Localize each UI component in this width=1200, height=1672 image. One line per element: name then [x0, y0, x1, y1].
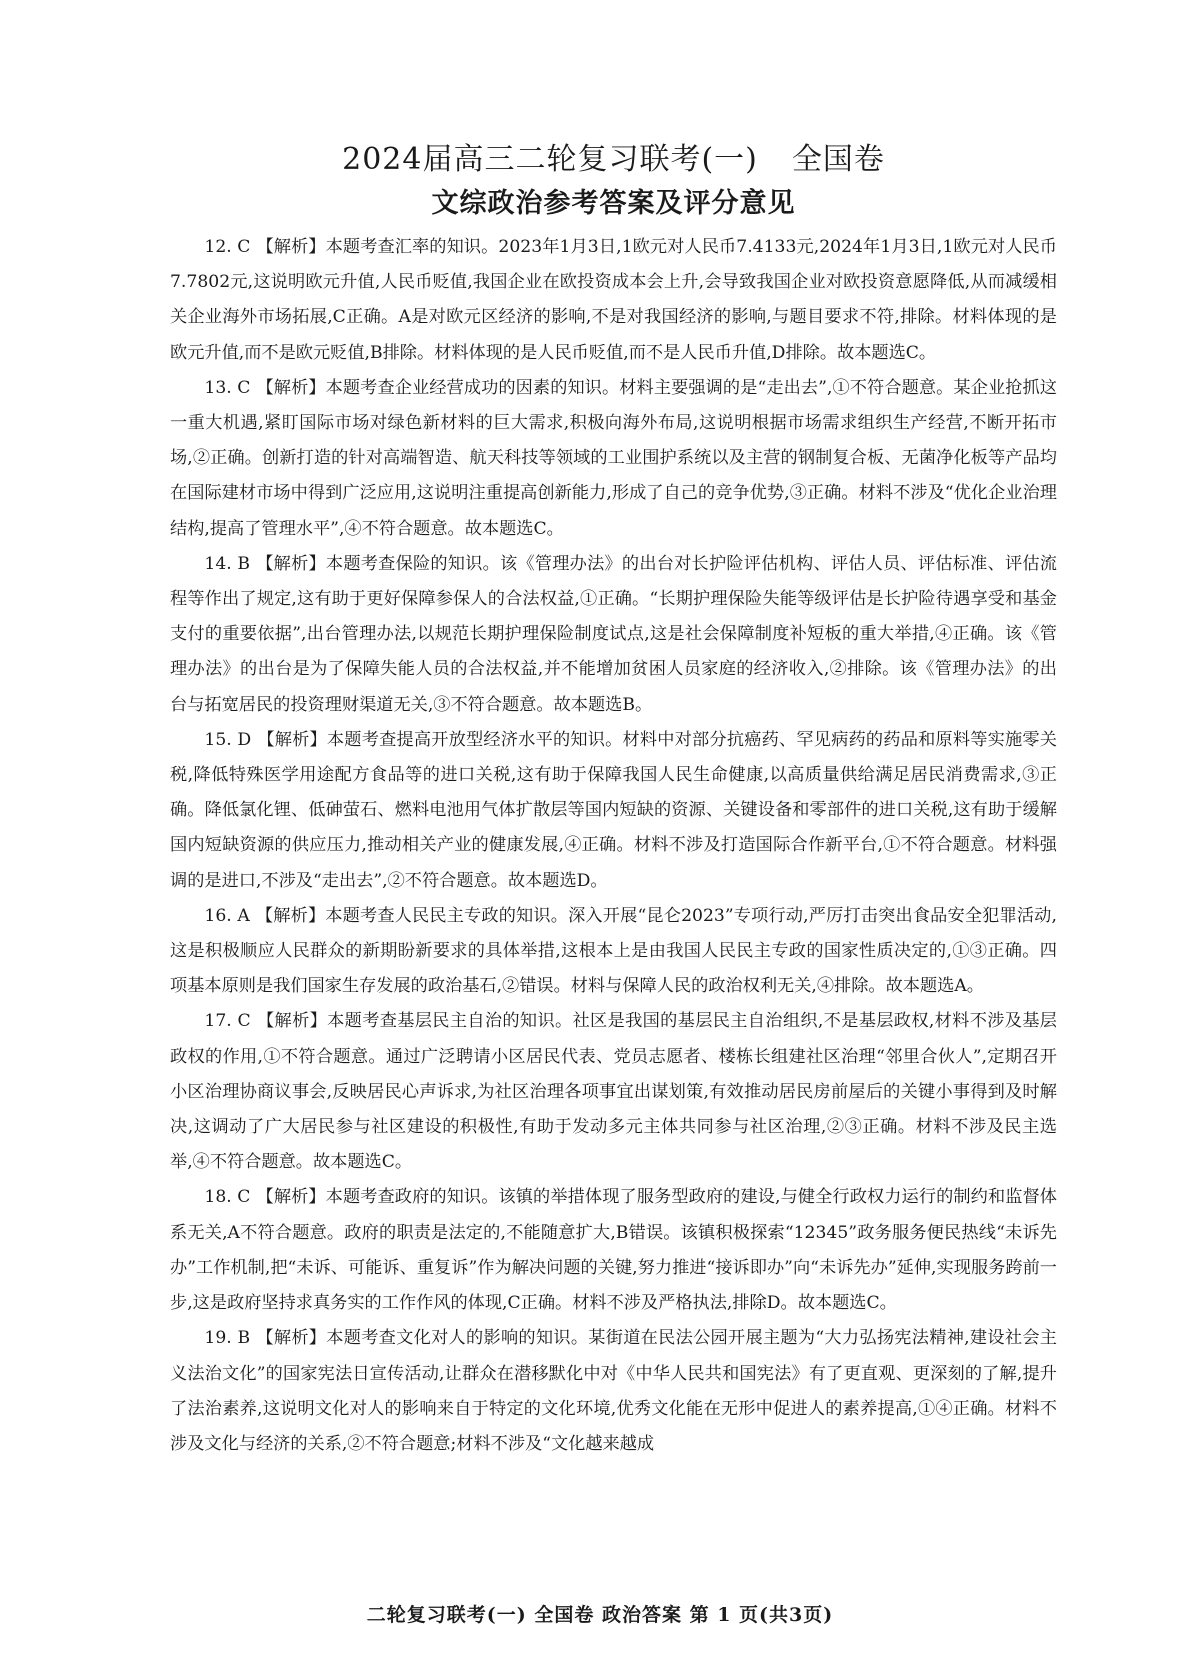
analysis-text: 本题考查保险的知识。该《管理办法》的出台对长护险评估机构、评估人员、评估标准、评估流程等作出了规定,这有助于更好保障参保人的合法权益,①正确。“长期护理保险失能等级评估是长护险待遇享受和基金支付的重要依据”,出台管理办法,以规范长期护理保险制度试点,这是社会保障制度补短板的重大举措,④正确。该《管理办法》的出台是为了保障失能人员的合法权益,并不能增加贫困人员家庭的经济收入,②排除。该《管理办法》的出台与拓宽居民的投资理财渠道无关,③不符合题意。故本题选B。	[170, 553, 1057, 715]
analysis-tag: 【解析】	[255, 905, 326, 926]
analysis-text: 本题考查汇率的知识。2023年1月3日,1欧元对人民币7.4133元,2024年1月3日,1欧元对人民币7.7802元,这说明欧元升值,人民币贬值,我国企业在欧投资成本会上升,会导致我国企业对欧投资意愿降低,从而减缓相关企业海外市场拓展,C正确。A是对欧元区经济的影响,不是对我国经济的影响,与题目要求不符,排除。材料体现的是欧元升值,而不是欧元贬值,B排除。材料体现的是人民币贬值,而不是人民币升值,D排除。故本题选C。	[170, 237, 1057, 363]
answer-item-15	[170, 723, 1057, 899]
analysis-tag: 【解析】	[256, 553, 326, 574]
analysis-tag: 【解析】	[256, 1187, 326, 1208]
analysis-text: 本题考查文化对人的影响的知识。某街道在民法公园开展主题为“大力弘扬宪法精神,建设社会主义法治文化”的国家宪法日宣传活动,让群众在潜移默化中对《中华人民共和国宪法》有了更直观、更深刻的了解,提升了法治素养,这说明文化对人的影响来自于特定的文化环境,优秀文化能在无形中促进人的素养提高,①④正确。材料不涉及文化与经济的关系,②不符合题意;材料不涉及“文化越来越成	[170, 1328, 1057, 1454]
answer-item-17	[170, 1004, 1057, 1180]
answer-number: 17. C	[204, 1011, 251, 1032]
title-region: 全国卷	[791, 142, 885, 177]
analysis-tag: 【解析】	[256, 1011, 328, 1032]
analysis-text: 本题考查人民民主专政的知识。深入开展“昆仑2023”专项行动,严厉打击突出食品安全犯罪活动,这是积极顺应人民群众的新期盼新要求的具体举措,这根本上是由我国人民民主专政的国家性质决定的,①③正确。四项基本原则是我们国家生存发展的政治基石,②错误。材料与保障人民的政治权利无关,④排除。故本题选A。	[170, 905, 1057, 997]
answer-number: 13. C	[204, 377, 251, 398]
analysis-tag: 【解析】	[256, 237, 326, 257]
analysis-text: 本题考查提高开放型经济水平的知识。材料中对部分抗癌药、罕见病药的药品和原料等实施零关税,降低特殊医学用途配方食品等的进口关税,这有助于保障我国人民生命健康,以高质量供给满足居民消费需求,③正确。降低氯化锂、低砷萤石、燃料电池用气体扩散层等国内短缺的资源、关键设备和零部件的进口关税,这有助于缓解国内短缺资源的供应压力,推动相关产业的健康发展,④正确。材料不涉及打造国际合作新平台,①不符合题意。材料强调的是进口,不涉及“走出去”,②不符合题意。故本题选D。	[170, 729, 1057, 891]
title-main: 2024届高三二轮复习联考(一)	[342, 142, 758, 177]
page-footer: 二轮复习联考(一) 全国卷 政治答案 第 1 页(共3页)	[366, 1604, 834, 1626]
page-subtitle: 文综政治参考答案及评分意见	[431, 188, 796, 219]
answer-number: 19. B	[204, 1328, 251, 1349]
answer-item-13	[170, 371, 1057, 547]
analysis-text: 本题考查政府的知识。该镇的举措体现了服务型政府的建设,与健全行政权力运行的制约和监督体系无关,A不符合题意。政府的职责是法定的,不能随意扩大,B错误。该镇积极探索“12345”政务服务便民热线“未诉先办”工作机制,把“未诉、可能诉、重复诉”作为解决问题的关键,努力推进“接诉即办”向“未诉先办”延伸,实现服务跨前一步,这是政府坚持求真务实的工作作风的体现,C正确。材料不涉及严格执法,排除D。故本题选C。	[170, 1187, 1057, 1314]
answer-list	[170, 230, 1057, 1462]
answer-item-19	[170, 1321, 1057, 1462]
analysis-text: 本题考查基层民主自治的知识。社区是我国的基层民主自治组织,不是基层政权,材料不涉及基层政权的作用,①不符合题意。通过广泛聘请小区居民代表、党员志愿者、楼栋长组建社区治理“邻里合伙人”,定期召开小区治理协商议事会,反映居民心声诉求,为社区治理各项事宜出谋划策,有效推动居民房前屋后的关键小事得到及时解决,这调动了广大居民参与社区建设的积极性,有助于发动多元主体共同参与社区治理,②③正确。材料不涉及民主选举,④不符合题意。故本题选C。	[170, 1011, 1057, 1173]
page-title	[170, 138, 1057, 182]
answer-item-14	[170, 547, 1057, 723]
answer-number: 12. C	[204, 237, 251, 257]
answer-number: 14. B	[204, 553, 251, 574]
analysis-tag: 【解析】	[256, 1328, 327, 1349]
answer-item-18	[170, 1180, 1057, 1321]
analysis-tag: 【解析】	[257, 729, 327, 750]
analysis-tag: 【解析】	[256, 377, 326, 398]
answer-item-16	[170, 899, 1057, 1005]
answer-item-12	[170, 230, 1057, 371]
answer-number: 15. D	[204, 729, 252, 750]
analysis-text: 本题考查企业经营成功的因素的知识。材料主要强调的是“走出去”,①不符合题意。某企业抢抓这一重大机遇,紧盯国际市场对绿色新材料的巨大需求,积极向海外布局,这说明根据市场需求组织生产经营,不断开拓市场,②正确。创新打造的针对高端智造、航天科技等领域的工业围护系统以及主营的钢制复合板、无菌净化板等产品均在国际建材市场中得到广泛应用,这说明注重提高创新能力,形成了自己的竞争优势,③正确。材料不涉及“优化企业治理结构,提高了管理水平”,④不符合题意。故本题选C。	[170, 377, 1057, 539]
answer-number: 18. C	[204, 1187, 251, 1208]
answer-number: 16. A	[204, 905, 250, 926]
